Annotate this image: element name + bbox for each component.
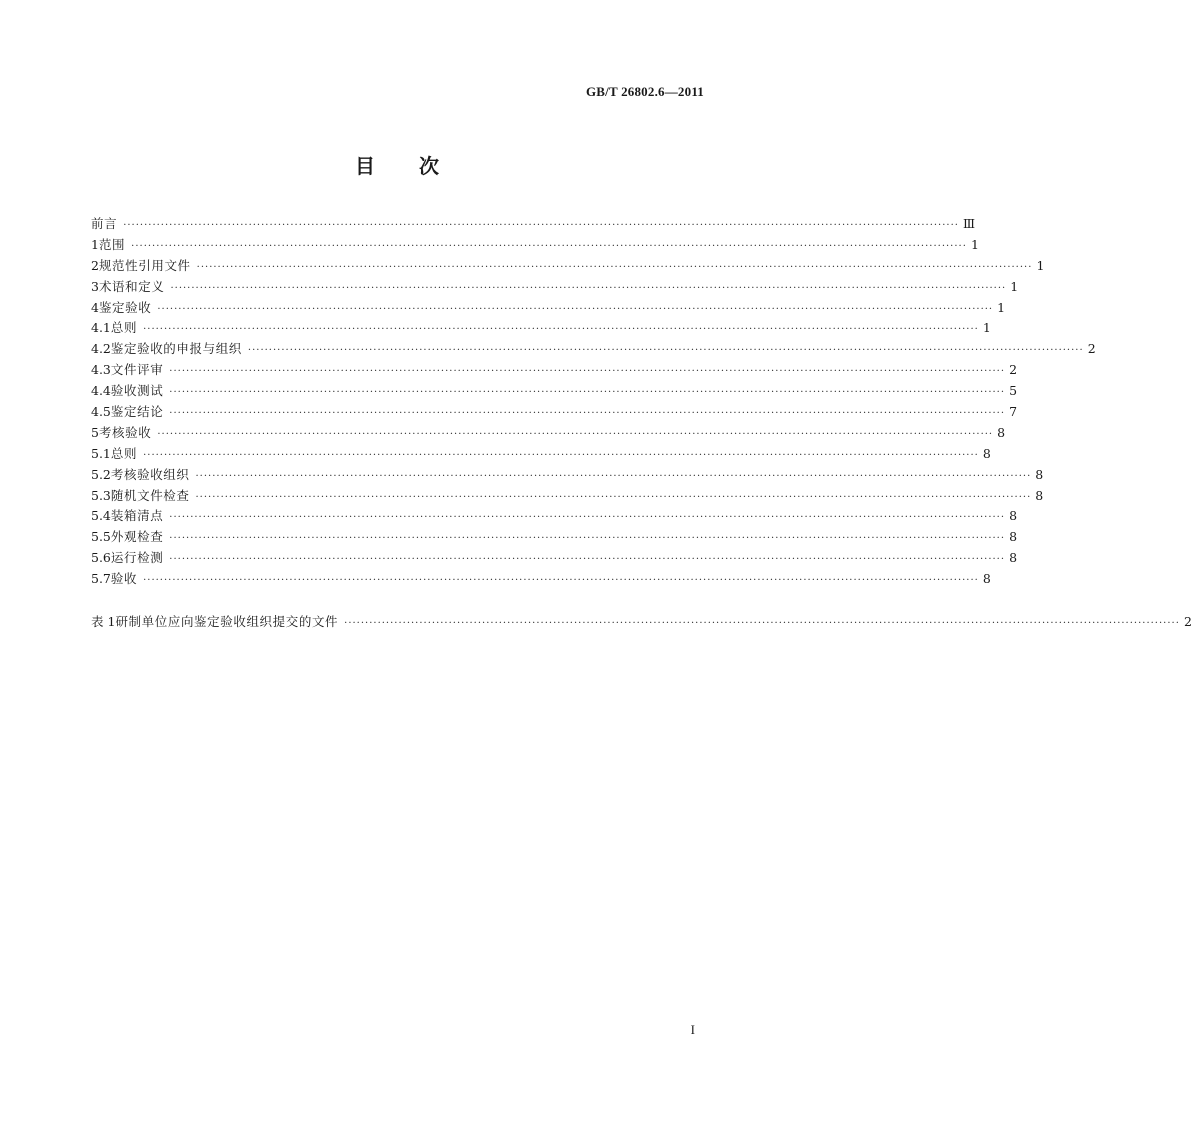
entry-number: 1	[91, 236, 99, 252]
entry-page-number: 1	[982, 320, 991, 336]
dot-leader: ········································································································································································································	[169, 408, 1006, 420]
entry-label: 随机文件检查	[110, 487, 190, 503]
toc-entry[interactable]	[91, 339, 1096, 360]
entry-page-number: 8	[1035, 487, 1044, 503]
entry-number: 5.4	[91, 508, 111, 524]
standard-code: GB/T 26802.6—2011	[585, 84, 704, 99]
toc-entry[interactable]	[91, 298, 1006, 319]
entry-number: 4.2	[91, 341, 111, 357]
entry-number: 5.1	[91, 445, 111, 461]
dot-leader: ········································································································································································································	[143, 575, 979, 587]
dot-leader: ········································································································································································································	[143, 449, 979, 461]
dot-leader: ········································································································································································································	[169, 533, 1006, 545]
toc-entry[interactable]	[91, 235, 979, 256]
toc-entry[interactable]	[91, 527, 1018, 548]
table-of-contents	[91, 214, 1192, 633]
title-char-2: 次	[419, 154, 439, 178]
entry-page-number: 1	[970, 236, 979, 252]
entry-page-number: 2	[1009, 362, 1018, 378]
entry-number: 5.6	[91, 550, 111, 566]
toc-entry[interactable]	[91, 486, 1044, 507]
entry-number: 3	[91, 278, 99, 294]
entry-number: 4.5	[91, 404, 111, 420]
entry-page-number: 1	[1010, 278, 1019, 294]
toc-entry[interactable]	[91, 256, 1045, 277]
entry-page-number: 8	[1009, 529, 1018, 545]
section-gap	[91, 590, 704, 612]
entry-label: 总则	[110, 445, 138, 461]
entry-label: 外观检查	[110, 529, 164, 545]
entry-number: 5.2	[91, 466, 111, 482]
dot-leader: ········································································································································································································	[131, 240, 967, 252]
entry-page-number: 5	[1009, 383, 1018, 399]
entry-page-number: 8	[997, 424, 1006, 440]
toc-entry[interactable]	[91, 465, 1044, 486]
entry-number: 4.4	[91, 383, 111, 399]
dot-leader: ········································································································································································································	[143, 324, 979, 336]
page-number: I	[690, 1022, 695, 1037]
dot-leader: ········································································································································································································	[157, 428, 994, 440]
dot-leader: ········································································································································································································	[123, 220, 959, 231]
entry-page-number: 8	[982, 445, 991, 461]
entry-number: 5.7	[91, 571, 111, 587]
toc-entry[interactable]	[91, 506, 1018, 527]
entry-number: 4	[91, 299, 99, 315]
dot-leader: ········································································································································································································	[169, 366, 1006, 378]
entry-number: 5.5	[91, 529, 111, 545]
entry-page-number: 8	[982, 571, 991, 587]
entry-label: 验收	[110, 571, 138, 587]
entry-label: 前言	[91, 216, 118, 231]
entry-page-number: 8	[1009, 508, 1018, 524]
entry-page-number: 1	[1036, 257, 1045, 273]
dot-leader: ········································································································································································································	[344, 618, 1180, 630]
toc-entry[interactable]	[91, 360, 1018, 381]
toc-entry[interactable]	[91, 277, 1019, 298]
entry-page-number: Ⅲ	[962, 216, 976, 231]
page-title	[0, 150, 794, 179]
entry-label: 鉴定验收	[98, 299, 152, 315]
entry-number: 5.3	[91, 487, 111, 503]
toc-entry[interactable]	[91, 569, 991, 590]
title-char-1: 目	[355, 154, 375, 178]
entry-page-number: 7	[1009, 404, 1018, 420]
entry-number: 2	[91, 257, 99, 273]
dot-leader: ········································································································································································································	[196, 261, 1033, 273]
dot-leader: ········································································································································································································	[169, 554, 1006, 566]
dot-leader: ········································································································································································································	[157, 303, 994, 315]
toc-entry[interactable]	[91, 381, 1018, 402]
toc-entry[interactable]	[91, 423, 1006, 444]
entry-number: 表 1	[91, 614, 116, 630]
entry-label: 装箱清点	[110, 508, 164, 524]
entry-label: 鉴定结论	[110, 404, 164, 420]
entry-page-number: 2	[1183, 614, 1192, 630]
dot-leader: ········································································································································································································	[170, 282, 1007, 294]
toc-entry[interactable]	[91, 444, 991, 465]
entry-label: 术语和定义	[98, 278, 165, 294]
dot-leader: ········································································································································································································	[169, 387, 1006, 399]
entry-number: 4.1	[91, 320, 111, 336]
entry-page-number: 1	[997, 299, 1006, 315]
entry-page-number: 2	[1087, 341, 1096, 357]
dot-leader: ········································································································································································································	[169, 512, 1006, 524]
entry-number: 4.3	[91, 362, 111, 378]
toc-entry[interactable]	[91, 402, 1018, 423]
entry-label: 鉴定验收的申报与组织	[110, 341, 242, 357]
entry-label: 运行检测	[110, 550, 164, 566]
entry-label: 文件评审	[110, 362, 164, 378]
entry-page-number: 8	[1009, 550, 1018, 566]
entry-label: 验收测试	[110, 383, 164, 399]
dot-leader: ········································································································································································································	[195, 470, 1032, 482]
entry-label: 规范性引用文件	[98, 257, 191, 273]
toc-entry[interactable]	[91, 214, 976, 235]
entry-label: 考核验收	[98, 424, 152, 440]
dot-leader: ········································································································································································································	[195, 491, 1032, 503]
entry-page-number: 8	[1035, 466, 1044, 482]
toc-entry[interactable]	[91, 548, 1018, 569]
entry-label: 研制单位应向鉴定验收组织提交的文件	[115, 614, 339, 630]
entry-label: 范围	[98, 236, 126, 252]
entry-label: 总则	[110, 320, 138, 336]
entry-label: 考核验收组织	[110, 466, 190, 482]
dot-leader: ········································································································································································································	[247, 345, 1084, 357]
toc-entry[interactable]	[91, 318, 991, 339]
table-list-entry[interactable]	[91, 612, 1192, 633]
entry-number: 5	[91, 424, 99, 440]
